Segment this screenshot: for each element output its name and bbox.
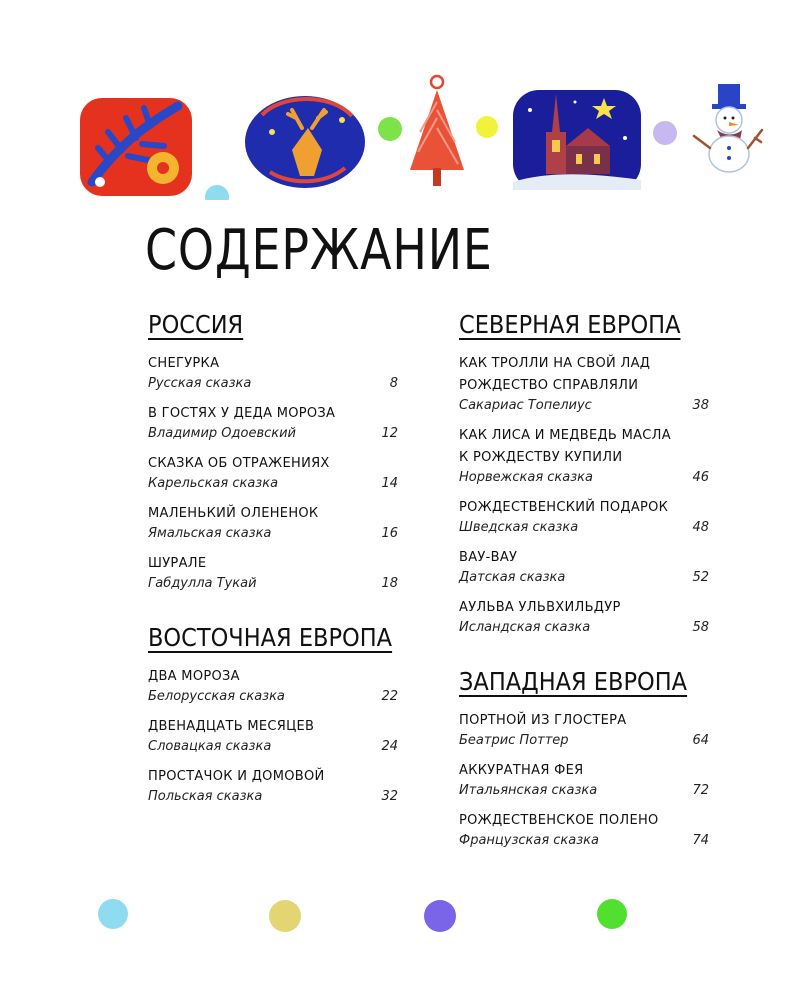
entry-page-number: 8 bbox=[389, 376, 398, 391]
entry-page-number: 14 bbox=[381, 476, 398, 491]
entry-author: Сакариас Топелиус bbox=[459, 398, 592, 413]
church-night-icon bbox=[513, 90, 641, 190]
entry-page-number: 16 bbox=[381, 526, 398, 541]
section-title: РОССИЯ bbox=[148, 310, 244, 339]
toc-entry[interactable] bbox=[148, 453, 398, 493]
toc-section-western-europe bbox=[459, 667, 709, 850]
toc-column-left bbox=[148, 310, 398, 836]
entry-title: КАК ТРОЛЛИ НА СВОЙ ЛАД РОЖДЕСТВО СПРАВЛЯЛИ bbox=[459, 356, 651, 393]
entry-author: Словацкая сказка bbox=[148, 739, 272, 754]
folk-pattern-icon bbox=[80, 98, 192, 196]
entry-author: Карельская сказка bbox=[148, 476, 279, 491]
toc-entry[interactable] bbox=[459, 497, 709, 537]
entry-title: ДВА МОРОЗА bbox=[148, 669, 240, 684]
entry-title: РОЖДЕСТВЕНСКОЕ ПОЛЕНО bbox=[459, 813, 659, 828]
entry-author: Беатрис Поттер bbox=[459, 733, 569, 748]
toc-entry[interactable] bbox=[459, 760, 709, 800]
entry-page-number: 74 bbox=[692, 833, 709, 848]
entry-page-number: 18 bbox=[381, 576, 398, 591]
entry-author: Русская сказка bbox=[148, 376, 252, 391]
entry-page-number: 52 bbox=[692, 570, 709, 585]
entry-page-number: 58 bbox=[692, 620, 709, 635]
section-title: ЗАПАДНАЯ ЕВРОПА bbox=[459, 667, 688, 696]
decor-dot bbox=[98, 899, 128, 929]
entry-author: Исландская сказка bbox=[459, 620, 591, 635]
entry-title: СНЕГУРКА bbox=[148, 356, 220, 371]
snowman-icon bbox=[694, 84, 762, 172]
entry-author: Датская сказка bbox=[459, 570, 566, 585]
header-illustrations bbox=[0, 70, 800, 200]
toc-entry[interactable] bbox=[148, 766, 398, 806]
entry-page-number: 64 bbox=[692, 733, 709, 748]
entry-page-number: 46 bbox=[692, 470, 709, 485]
toc-entry[interactable] bbox=[459, 353, 709, 415]
entry-page-number: 22 bbox=[381, 689, 398, 704]
entry-author: Шведская сказка bbox=[459, 520, 579, 535]
toc-entry[interactable] bbox=[148, 503, 398, 543]
entry-author: Габдулла Тукай bbox=[148, 576, 257, 591]
entry-author: Ямальская сказка bbox=[148, 526, 272, 541]
toc-entry[interactable] bbox=[459, 425, 709, 487]
page-title: СОДЕРЖАНИЕ bbox=[145, 218, 493, 283]
entry-page-number: 48 bbox=[692, 520, 709, 535]
decor-dot bbox=[378, 117, 402, 141]
entry-page-number: 38 bbox=[692, 398, 709, 413]
toc-entry[interactable] bbox=[148, 353, 398, 393]
entry-title: АККУРАТНАЯ ФЕЯ bbox=[459, 763, 584, 778]
entry-page-number: 12 bbox=[381, 426, 398, 441]
entry-author: Французская сказка bbox=[459, 833, 599, 848]
toc-column-right bbox=[459, 310, 709, 880]
entry-page-number: 24 bbox=[381, 739, 398, 754]
decor-dot bbox=[269, 900, 301, 932]
decor-dot bbox=[205, 185, 229, 200]
toc-section-northern-europe bbox=[459, 310, 709, 637]
christmas-tree-icon bbox=[410, 76, 464, 186]
entry-author: Итальянская сказка bbox=[459, 783, 598, 798]
entry-author: Польская сказка bbox=[148, 789, 263, 804]
footer-dots bbox=[0, 895, 800, 935]
entry-title: ШУРАЛЕ bbox=[148, 556, 207, 571]
entry-title: КАК ЛИСА И МЕДВЕДЬ МАСЛА К РОЖДЕСТВУ КУПИЛИ bbox=[459, 428, 671, 465]
toc-section-eastern-europe bbox=[148, 623, 398, 806]
decor-dot bbox=[476, 116, 498, 138]
entry-title: РОЖДЕСТВЕНСКИЙ ПОДАРОК bbox=[459, 500, 669, 515]
decor-dot bbox=[597, 899, 627, 929]
entry-title: ВАУ-ВАУ bbox=[459, 550, 518, 565]
entry-title: В ГОСТЯХ У ДЕДА МОРОЗА bbox=[148, 406, 336, 421]
toc-entry[interactable] bbox=[459, 710, 709, 750]
entry-title: СКАЗКА ОБ ОТРАЖЕНИЯХ bbox=[148, 456, 330, 471]
decor-dot bbox=[424, 900, 456, 932]
toc-entry[interactable] bbox=[148, 553, 398, 593]
toc-entry[interactable] bbox=[148, 403, 398, 443]
decor-dot bbox=[653, 121, 677, 145]
entry-page-number: 72 bbox=[692, 783, 709, 798]
toc-section-russia bbox=[148, 310, 398, 593]
entry-title: АУЛЬВА УЛЬВХИЛЬДУР bbox=[459, 600, 621, 615]
section-title: ВОСТОЧНАЯ ЕВРОПА bbox=[148, 623, 393, 652]
toc-entry[interactable] bbox=[459, 597, 709, 637]
entry-author: Норвежская сказка bbox=[459, 470, 593, 485]
reindeer-icon bbox=[245, 96, 365, 188]
section-title: СЕВЕРНАЯ ЕВРОПА bbox=[459, 310, 681, 339]
entry-page-number: 32 bbox=[381, 789, 398, 804]
toc-entry[interactable] bbox=[148, 666, 398, 706]
entry-title: МАЛЕНЬКИЙ ОЛЕНЕНОК bbox=[148, 506, 319, 521]
toc-entry[interactable] bbox=[459, 810, 709, 850]
entry-title: ПРОСТАЧОК И ДОМОВОЙ bbox=[148, 769, 325, 784]
toc-entry[interactable] bbox=[459, 547, 709, 587]
entry-author: Владимир Одоевский bbox=[148, 426, 297, 441]
entry-title: ДВЕНАДЦАТЬ МЕСЯЦЕВ bbox=[148, 719, 315, 734]
entry-title: ПОРТНОЙ ИЗ ГЛОСТЕРА bbox=[459, 713, 627, 728]
toc-entry[interactable] bbox=[148, 716, 398, 756]
entry-author: Белорусская сказка bbox=[148, 689, 285, 704]
